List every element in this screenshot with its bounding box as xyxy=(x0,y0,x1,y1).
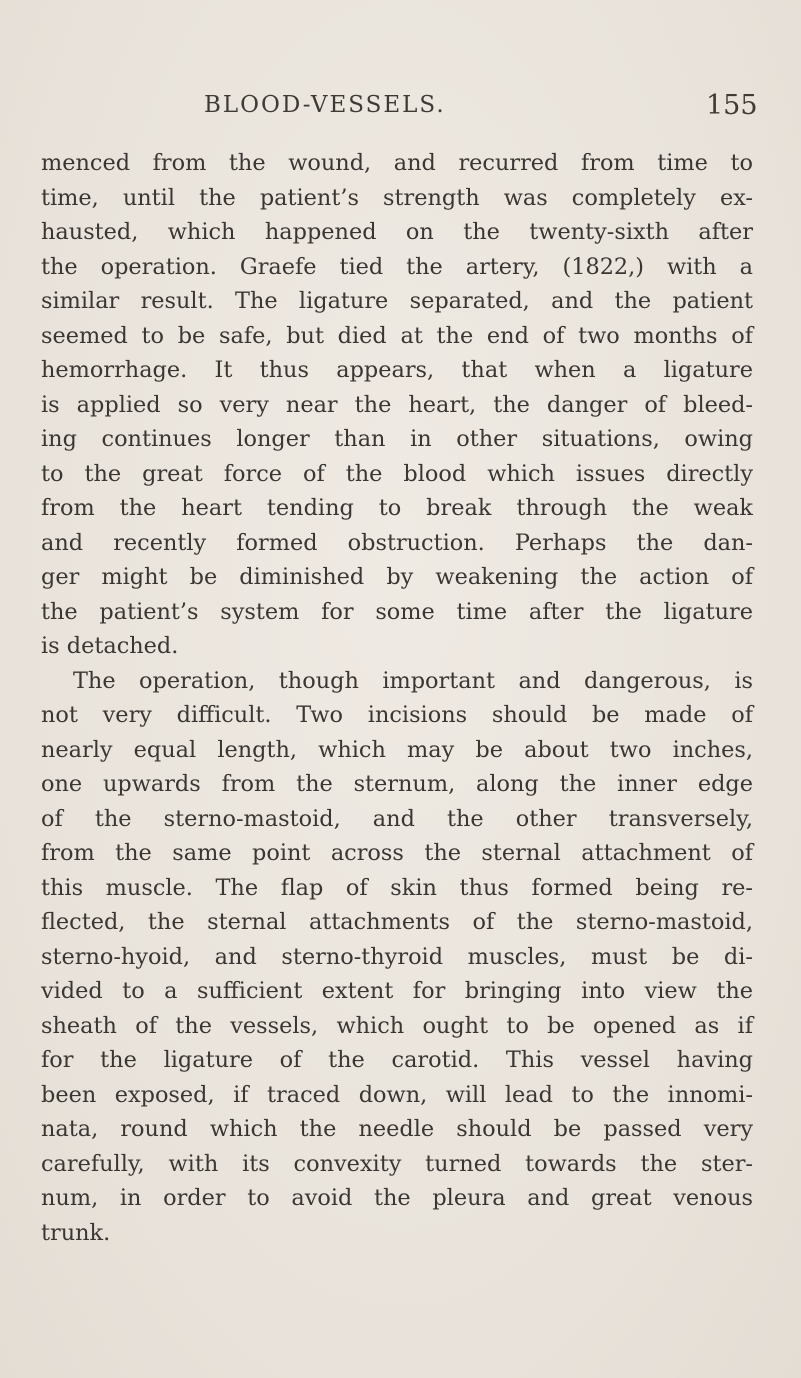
text-line: sterno-hyoid, and sterno-thyroid muscles, must be di- xyxy=(41,943,753,970)
text-line: flected, the sternal attachments of the sterno-mastoid, xyxy=(41,909,753,935)
paragraph-end-line: is detached. xyxy=(41,633,179,659)
text-line: carefully, with its convexity turned towards the ster- xyxy=(41,1150,753,1177)
text-line: from the heart tending to break through the weak xyxy=(41,495,753,521)
paragraph-start-line: The operation, though important and dangerous, is xyxy=(73,667,753,694)
page-header xyxy=(0,92,801,132)
text-line: for the ligature of the carotid. This vessel having xyxy=(41,1047,753,1073)
page-number: 155 xyxy=(706,90,758,121)
text-line: menced from the wound, and recurred from time to xyxy=(41,150,753,176)
paragraph-end-line: trunk. xyxy=(41,1219,111,1246)
text-line: the operation. Graefe tied the artery, (1822,) with a xyxy=(41,253,753,280)
text-line: num, in order to avoid the pleura and great venous xyxy=(41,1185,753,1211)
text-line: is applied so very near the heart, the danger of bleed- xyxy=(41,391,753,418)
text-line: to the great force of the blood which issues directly xyxy=(41,460,753,487)
text-line: sheath of the vessels, which ought to be opened as if xyxy=(41,1012,753,1039)
body-text xyxy=(41,146,753,1250)
text-line: similar result. The ligature separated, and the patient xyxy=(41,288,753,314)
text-line: ger might be diminished by weakening the action of xyxy=(41,564,753,590)
text-line: ing continues longer than in other situations, owing xyxy=(41,426,753,452)
text-line: nearly equal length, which may be about two inches, xyxy=(41,736,753,763)
text-line: vided to a sufficient extent for bringing into view the xyxy=(41,978,753,1004)
text-line: nata, round which the needle should be passed very xyxy=(41,1116,753,1142)
text-line: from the same point across the sternal attachment of xyxy=(41,840,753,866)
running-head: BLOOD-VESSELS. xyxy=(204,92,446,118)
text-line: seemed to be safe, but died at the end of two months of xyxy=(41,322,753,349)
text-line: and recently formed obstruction. Perhaps the dan- xyxy=(41,529,753,556)
text-line: hemorrhage. It thus appears, that when a ligature xyxy=(41,357,753,383)
text-line: this muscle. The flap of skin thus formed being re- xyxy=(41,874,753,901)
text-line: been exposed, if traced down, will lead to the innomi- xyxy=(41,1081,753,1108)
text-line: hausted, which happened on the twenty-sixth after xyxy=(41,219,753,245)
text-line: of the sterno-mastoid, and the other transversely, xyxy=(41,805,753,832)
text-line: not very difficult. Two incisions should be made of xyxy=(41,702,753,728)
text-line: one upwards from the sternum, along the inner edge xyxy=(41,771,753,797)
text-line: time, until the patient’s strength was completely ex- xyxy=(41,184,753,211)
text-line: the patient’s system for some time after the ligature xyxy=(41,598,753,625)
